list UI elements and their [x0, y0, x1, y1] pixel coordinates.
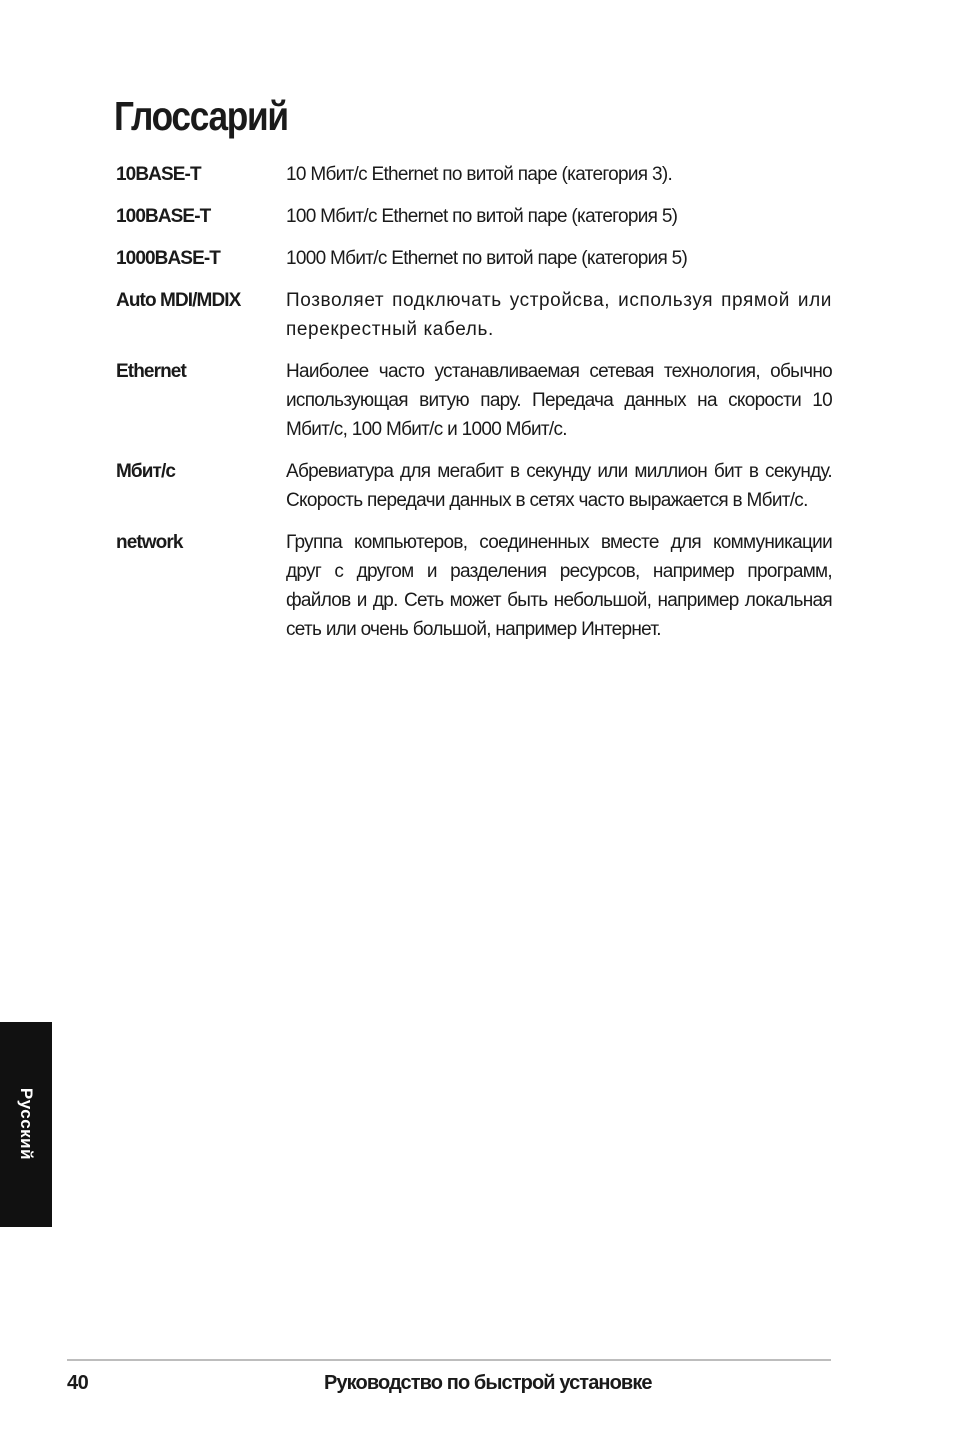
footer-divider: [67, 1359, 831, 1361]
glossary-definition: 1000 Мбит/с Ethernet по витой паре (категория 5): [286, 248, 688, 269]
glossary-definition: Наиболее часто устанавливаемая сетевая технология, обычно использующая витую пару. Передача данных на скорости 10 Мбит/с, 100 Мбит/с и 1000 Мбит/с.: [286, 361, 832, 440]
glossary-entry: [116, 244, 832, 273]
glossary-term: 1000BASE-T: [116, 248, 220, 269]
glossary-definition: Абревиатура для мегабит в секунду или миллион бит в секунду. Скорость передачи данных в сетях часто выражается в Мбит/с.: [286, 461, 832, 511]
language-side-tab: [0, 1022, 52, 1227]
glossary-entry: [116, 286, 832, 344]
footer-title: Руководство по быстрой установке: [324, 1372, 652, 1394]
glossary-term: Мбит/с: [116, 461, 175, 482]
glossary-entry: [116, 457, 832, 515]
glossary-term: 100BASE-T: [116, 206, 211, 227]
glossary-list: [116, 160, 832, 657]
glossary-term: 10BASE-T: [116, 164, 201, 185]
page-title: Глоссарий: [114, 93, 288, 139]
glossary-term: Auto MDI/MDIX: [116, 290, 241, 311]
glossary-entry: [116, 160, 832, 189]
glossary-entry: [116, 202, 832, 231]
glossary-definition: Группа компьютеров, соединенных вместе для коммуникации друг с другом и разделения ресурсов, например программ, файлов и др. Сеть может быть небольшой, например локальная сеть или очень большой, например Интернет.: [286, 532, 832, 640]
glossary-entry: [116, 528, 832, 644]
glossary-definition: Позволяет подключать устройсва, используя прямой или перекрестный кабель.: [286, 290, 832, 340]
page-number: 40: [67, 1372, 89, 1394]
glossary-entry: [116, 357, 832, 444]
glossary-definition: 100 Мбит/с Ethernet по витой паре (категория 5): [286, 206, 678, 227]
glossary-definition: 10 Мбит/с Ethernet по витой паре (категория 3).: [286, 164, 673, 185]
glossary-term: Ethernet: [116, 361, 186, 382]
language-tab-label: Русский: [17, 1087, 36, 1161]
glossary-term: network: [116, 532, 183, 553]
